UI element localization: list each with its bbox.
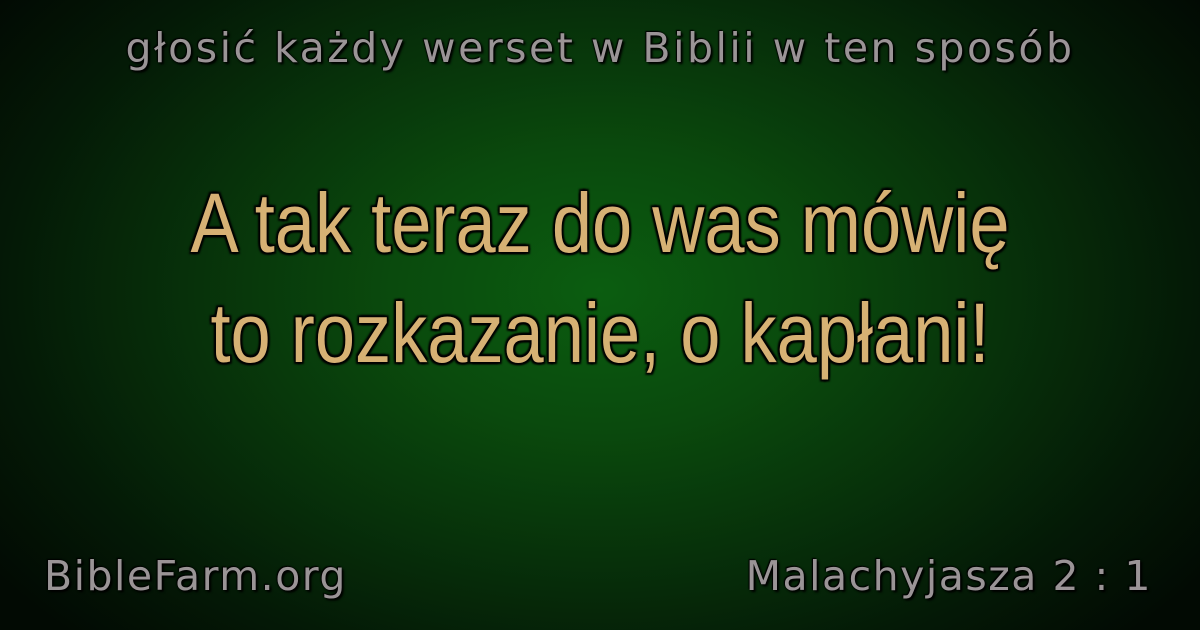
verse-line-1: A tak teraz do was mówię [190,176,1010,270]
site-name: BibleFarm.org [44,552,347,600]
verse-reference: Malachyjasza 2 : 1 [745,552,1152,600]
verse-line-2: to rozkazanie, o kapłani! [210,286,990,380]
tagline: głosić każdy werset w Biblii w ten sposób [125,24,1075,72]
verse-text [101,168,1099,388]
